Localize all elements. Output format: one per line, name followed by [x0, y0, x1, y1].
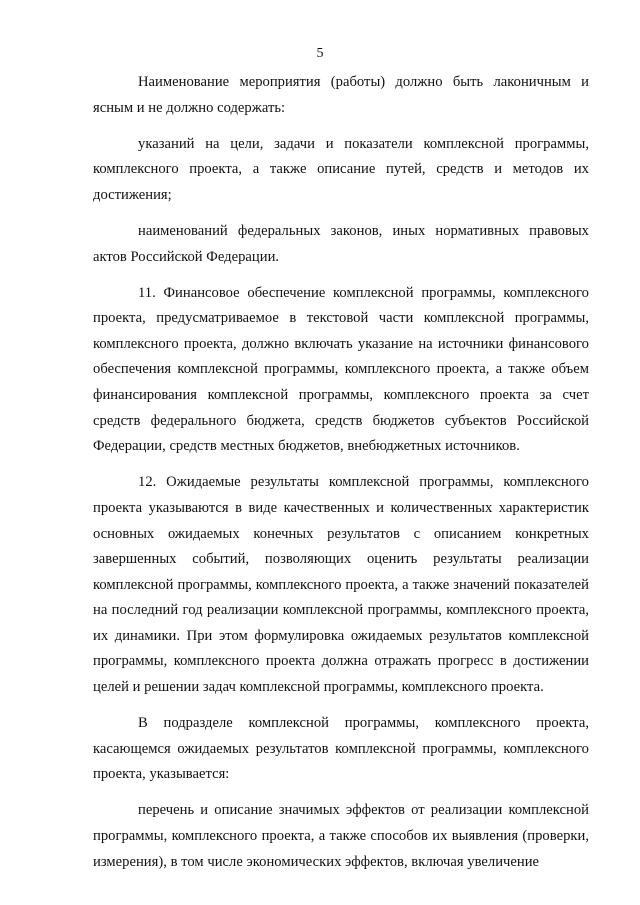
paragraph-item-12-expected-results: 12. Ожидаемые результаты комплексной программы, комплексного проекта указываются в виде качественных и количественных характеристик основных ожидаемых конечных результатов с описанием конкретных завершенных событий, позволяющих оценить результаты реализации комплексной программы, комплексного проекта, а также значений показателей на последний год реализации комплексной программы, комплексного проекта, их динамики. При этом формулировка ожидаемых результатов комплексной программы, комплексного проекта должна отражать прогресс в достижении целей и решении задач комплексной программы, комплексного проекта. [93, 474, 589, 696]
paragraph-effects-list: перечень и описание значимых эффектов от реализации комплексной программы, комплексного проекта, а также способов их выявления (проверки, измерения), в том числе экономических эффектов, включая увеличение [93, 802, 589, 870]
paragraph-item-11-financing: 11. Финансовое обеспечение комплексной программы, комплексного проекта, предусматриваемое в текстовой части комплексной программы, комплексного проекта, должно включать указание на источники финансового обеспечения комплексной программы, комплексного проекта, а также объем финансирования комплексной программы, комплексного проекта за счет средств федерального бюджета, средств бюджетов субъектов Российской Федерации, средств местных бюджетов, внебюджетных источников. [93, 284, 589, 455]
paragraph-event-naming: Наименование мероприятия (работы) должно быть лаконичным и ясным и не должно содержать: [93, 74, 589, 116]
document-body [93, 70, 589, 886]
page-number: 5 [316, 46, 324, 61]
paragraph-laws-exclusion: наименований федеральных законов, иных нормативных правовых актов Российской Федерации. [93, 222, 589, 265]
paragraph-goals-exclusion: указаний на цели, задачи и показатели комплексной программы, комплексного проекта, а также описание путей, средств и методов их достижения; [93, 135, 589, 203]
paragraph-results-subsection: В подразделе комплексной программы, комплексного проекта, касающемся ожидаемых результатов комплексной программы, комплексного проекта, указывается: [93, 715, 589, 783]
